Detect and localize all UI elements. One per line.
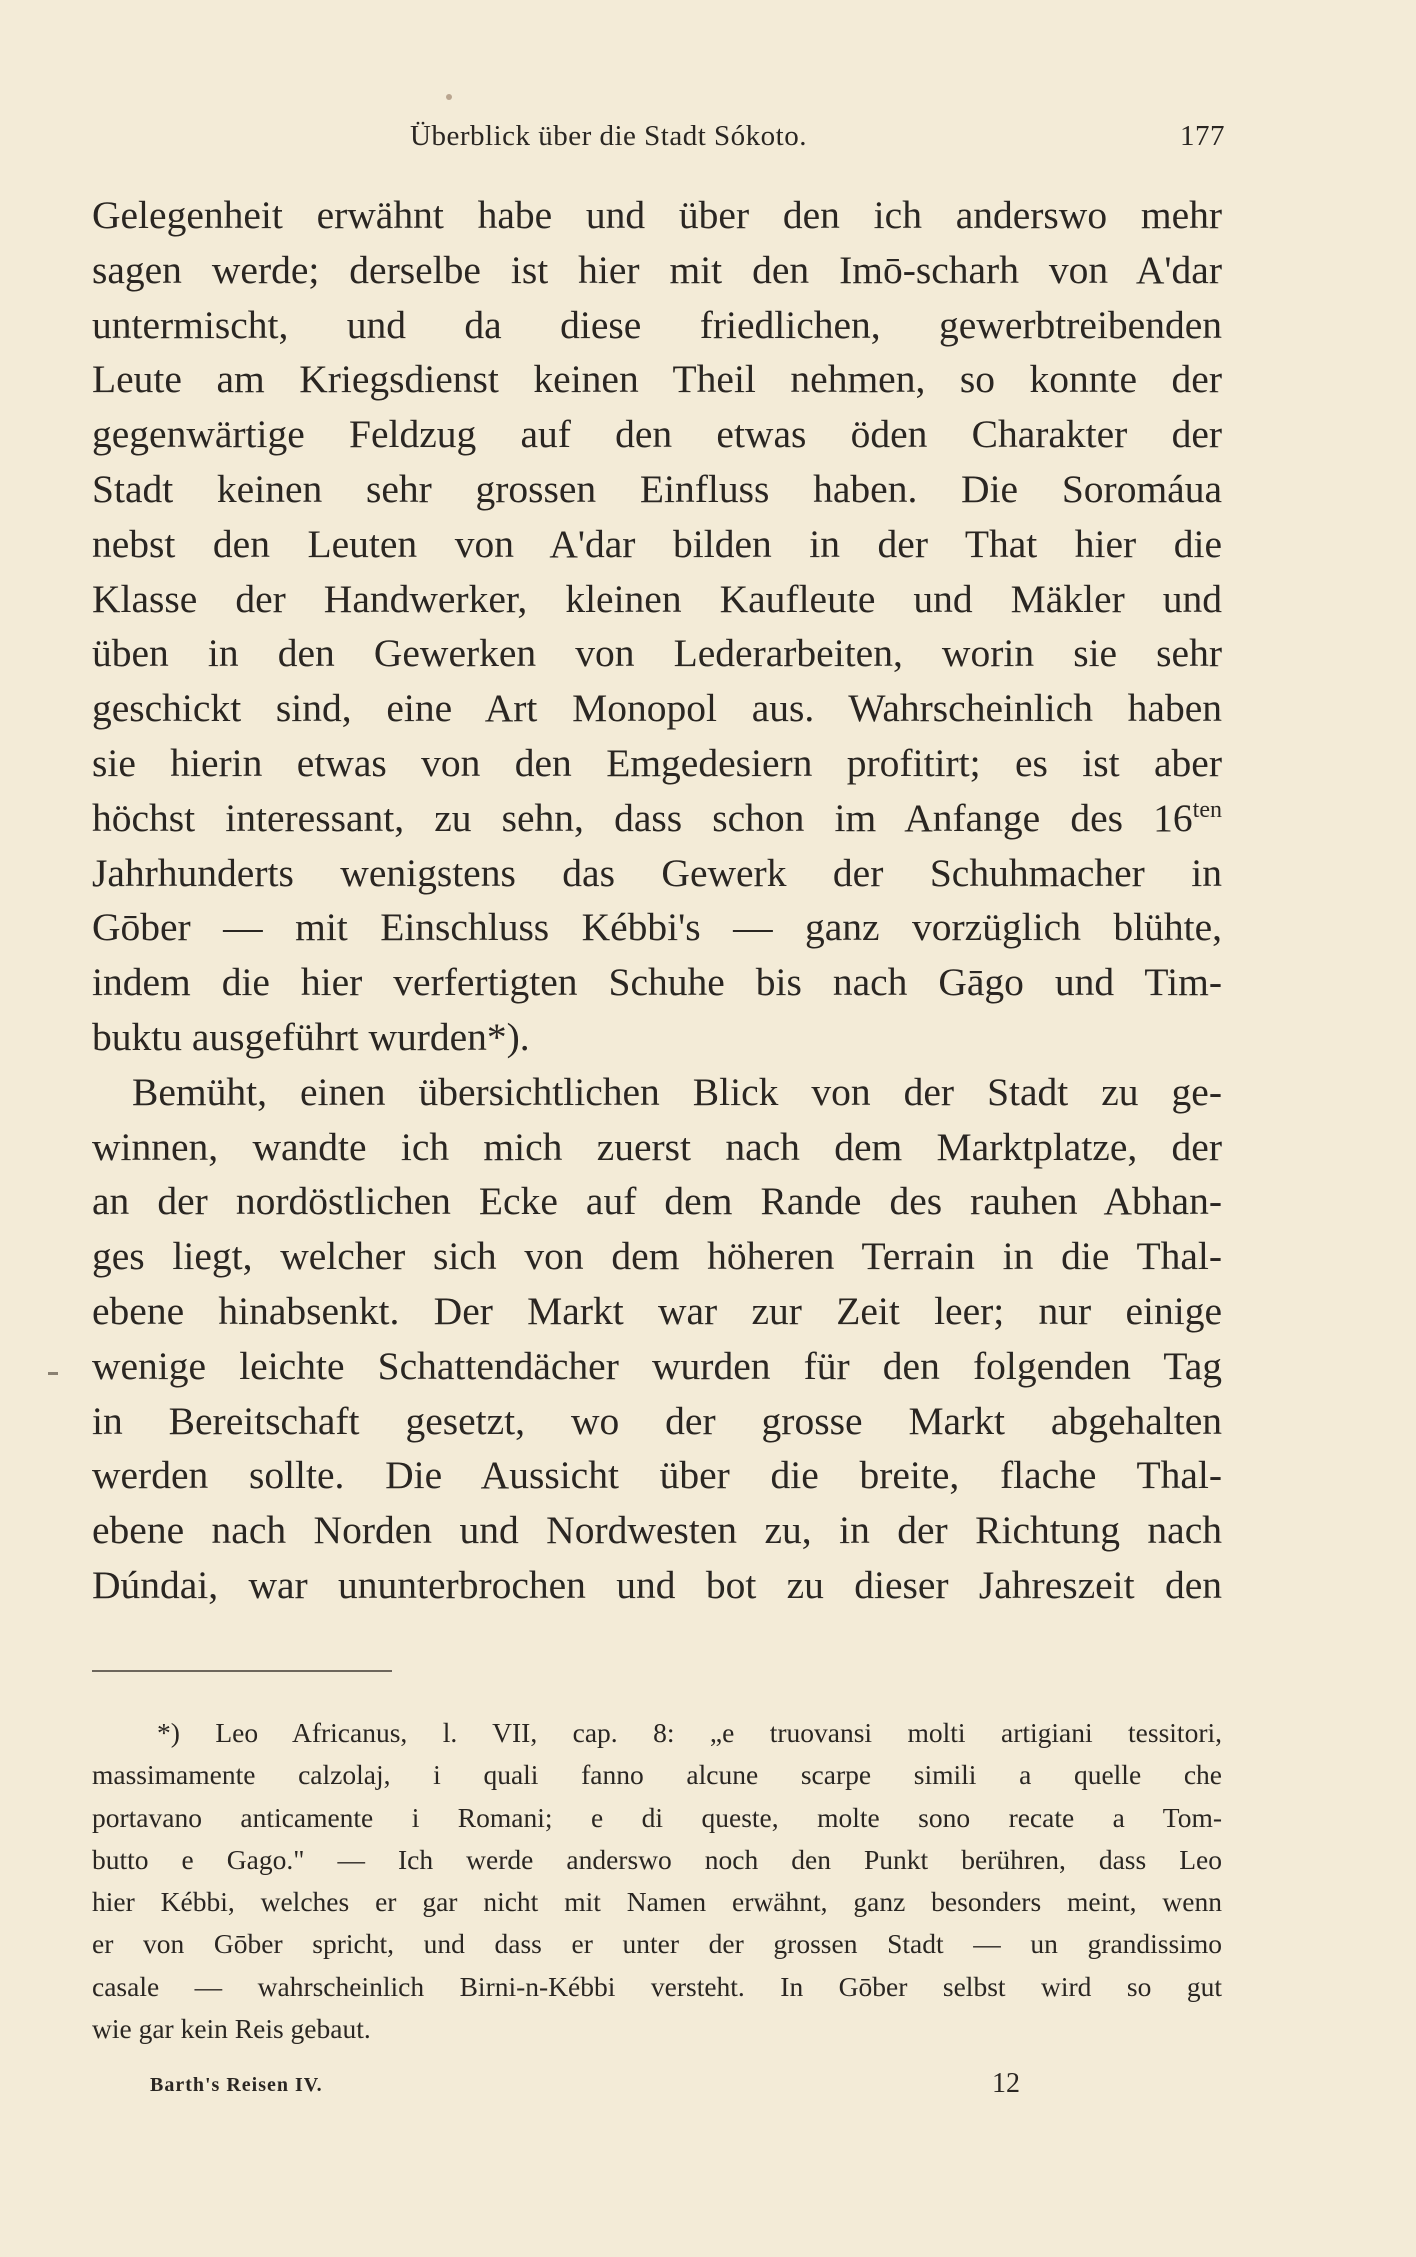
margin-mark: [48, 1372, 58, 1375]
footnote-line: casale — wahrscheinlich Birni-n-Kébbi versteht. In Gōber selbst wird so gut: [92, 1970, 1222, 2002]
superscript-ten: ten: [1192, 796, 1222, 823]
text-line-with-superscript: [92, 791, 1222, 846]
text-line: gegenwärtige Feldzug auf den etwas öden Charakter der: [92, 412, 1222, 457]
text-line: Jahrhunderts wenigstens das Gewerk der Schuhmacher in: [92, 850, 1222, 895]
text-line: Stadt keinen sehr grossen Einfluss haben. Die Soromáua: [92, 466, 1222, 511]
footnote: [92, 1712, 1222, 2050]
footnote-line: butto e Gago." — Ich werde anderswo noch den Punkt berühren, dass Leo: [92, 1843, 1222, 1875]
text-line: Gōber — mit Einschluss Kébbi's — ganz vorzüglich blühte,: [92, 905, 1222, 950]
text-line: nebst den Leuten von A'dar bilden in der That hier die: [92, 521, 1222, 566]
text-line: ebene hinabsenkt. Der Markt war zur Zeit leer; nur einige: [92, 1288, 1222, 1333]
text-line: geschickt sind, eine Art Monopol aus. Wahrscheinlich haben: [92, 686, 1222, 731]
text-line: Dúndai, war ununterbrochen und bot zu dieser Jahreszeit den: [92, 1562, 1222, 1607]
text-line: ges liegt, welcher sich von dem höheren Terrain in die Thal-: [92, 1234, 1222, 1279]
sheet-number: 12: [992, 2068, 1020, 2099]
running-head-title: Überblick über die Stadt Sókoto.: [410, 120, 807, 152]
main-text: [92, 188, 1222, 1613]
text-line: wenige leichte Schattendächer wurden für den folgenden Tag: [92, 1343, 1222, 1388]
footnote-line: er von Gōber spricht, und dass er unter der grossen Stadt — un grandissimo: [92, 1928, 1222, 1960]
print-speck: [446, 94, 452, 100]
text-line: ebene nach Norden und Nordwesten zu, in der Richtung nach: [92, 1508, 1222, 1553]
footnote-line: hier Kébbi, welches er gar nicht mit Namen erwähnt, ganz besonders meint, wenn: [92, 1886, 1222, 1918]
text-line: in Bereitschaft gesetzt, wo der grosse Markt abgehalten: [92, 1398, 1222, 1443]
page-footer: [150, 2068, 1020, 2104]
text-line: üben in den Gewerken von Lederarbeiten, worin sie sehr: [92, 631, 1222, 676]
text-line: indem die hier verfertigten Schuhe bis nach Gāgo und Tim-: [92, 960, 1222, 1005]
footnote-line: *) Leo Africanus, l. VII, cap. 8: „e truovansi molti artigiani tessitori,: [157, 1717, 1222, 1748]
text-line-paragraph-start: Bemüht, einen übersichtlichen Blick von der Stadt zu ge-: [132, 1069, 1222, 1114]
text-line: winnen, wandte ich mich zuerst nach dem Marktplatze, der: [92, 1124, 1222, 1169]
text-line: an der nordöstlichen Ecke auf dem Rande des rauhen Abhan-: [92, 1179, 1222, 1224]
text-line-paragraph-end: buktu ausgeführt wurden*).: [92, 1014, 530, 1059]
signature-mark: Barth's Reisen IV.: [150, 2074, 323, 2096]
text-line: werden sollte. Die Aussicht über die breite, flache Thal-: [92, 1453, 1222, 1498]
footnote-line: portavano anticamente i Romani; e di queste, molte sono recate a Tom-: [92, 1801, 1222, 1833]
text-line: Klasse der Handwerker, kleinen Kaufleute und Mäkler und: [92, 576, 1222, 621]
text-line: untermischt, und da diese friedlichen, gewerbtreibenden: [92, 302, 1222, 347]
running-head: [410, 120, 1225, 160]
text-line: Leute am Kriegsdienst keinen Theil nehmen, so konnte der: [92, 357, 1222, 402]
footnote-rule: [92, 1670, 392, 1672]
text-line: sie hierin etwas von den Emgedesiern profitirt; es ist aber: [92, 740, 1222, 785]
page-number: 177: [1180, 120, 1225, 152]
text-line: sagen werde; derselbe ist hier mit den Imō-scharh von A'dar: [92, 247, 1222, 292]
footnote-line-end: wie gar kein Reis gebaut.: [92, 2013, 371, 2045]
footnote-line: massimamente calzolaj, i quali fanno alcune scarpe simili a quelle che: [92, 1759, 1222, 1791]
text-line: Gelegenheit erwähnt habe und über den ich anderswo mehr: [92, 193, 1222, 237]
text-line-main: höchst interessant, zu sehn, dass schon im Anfange des 16: [92, 795, 1193, 840]
